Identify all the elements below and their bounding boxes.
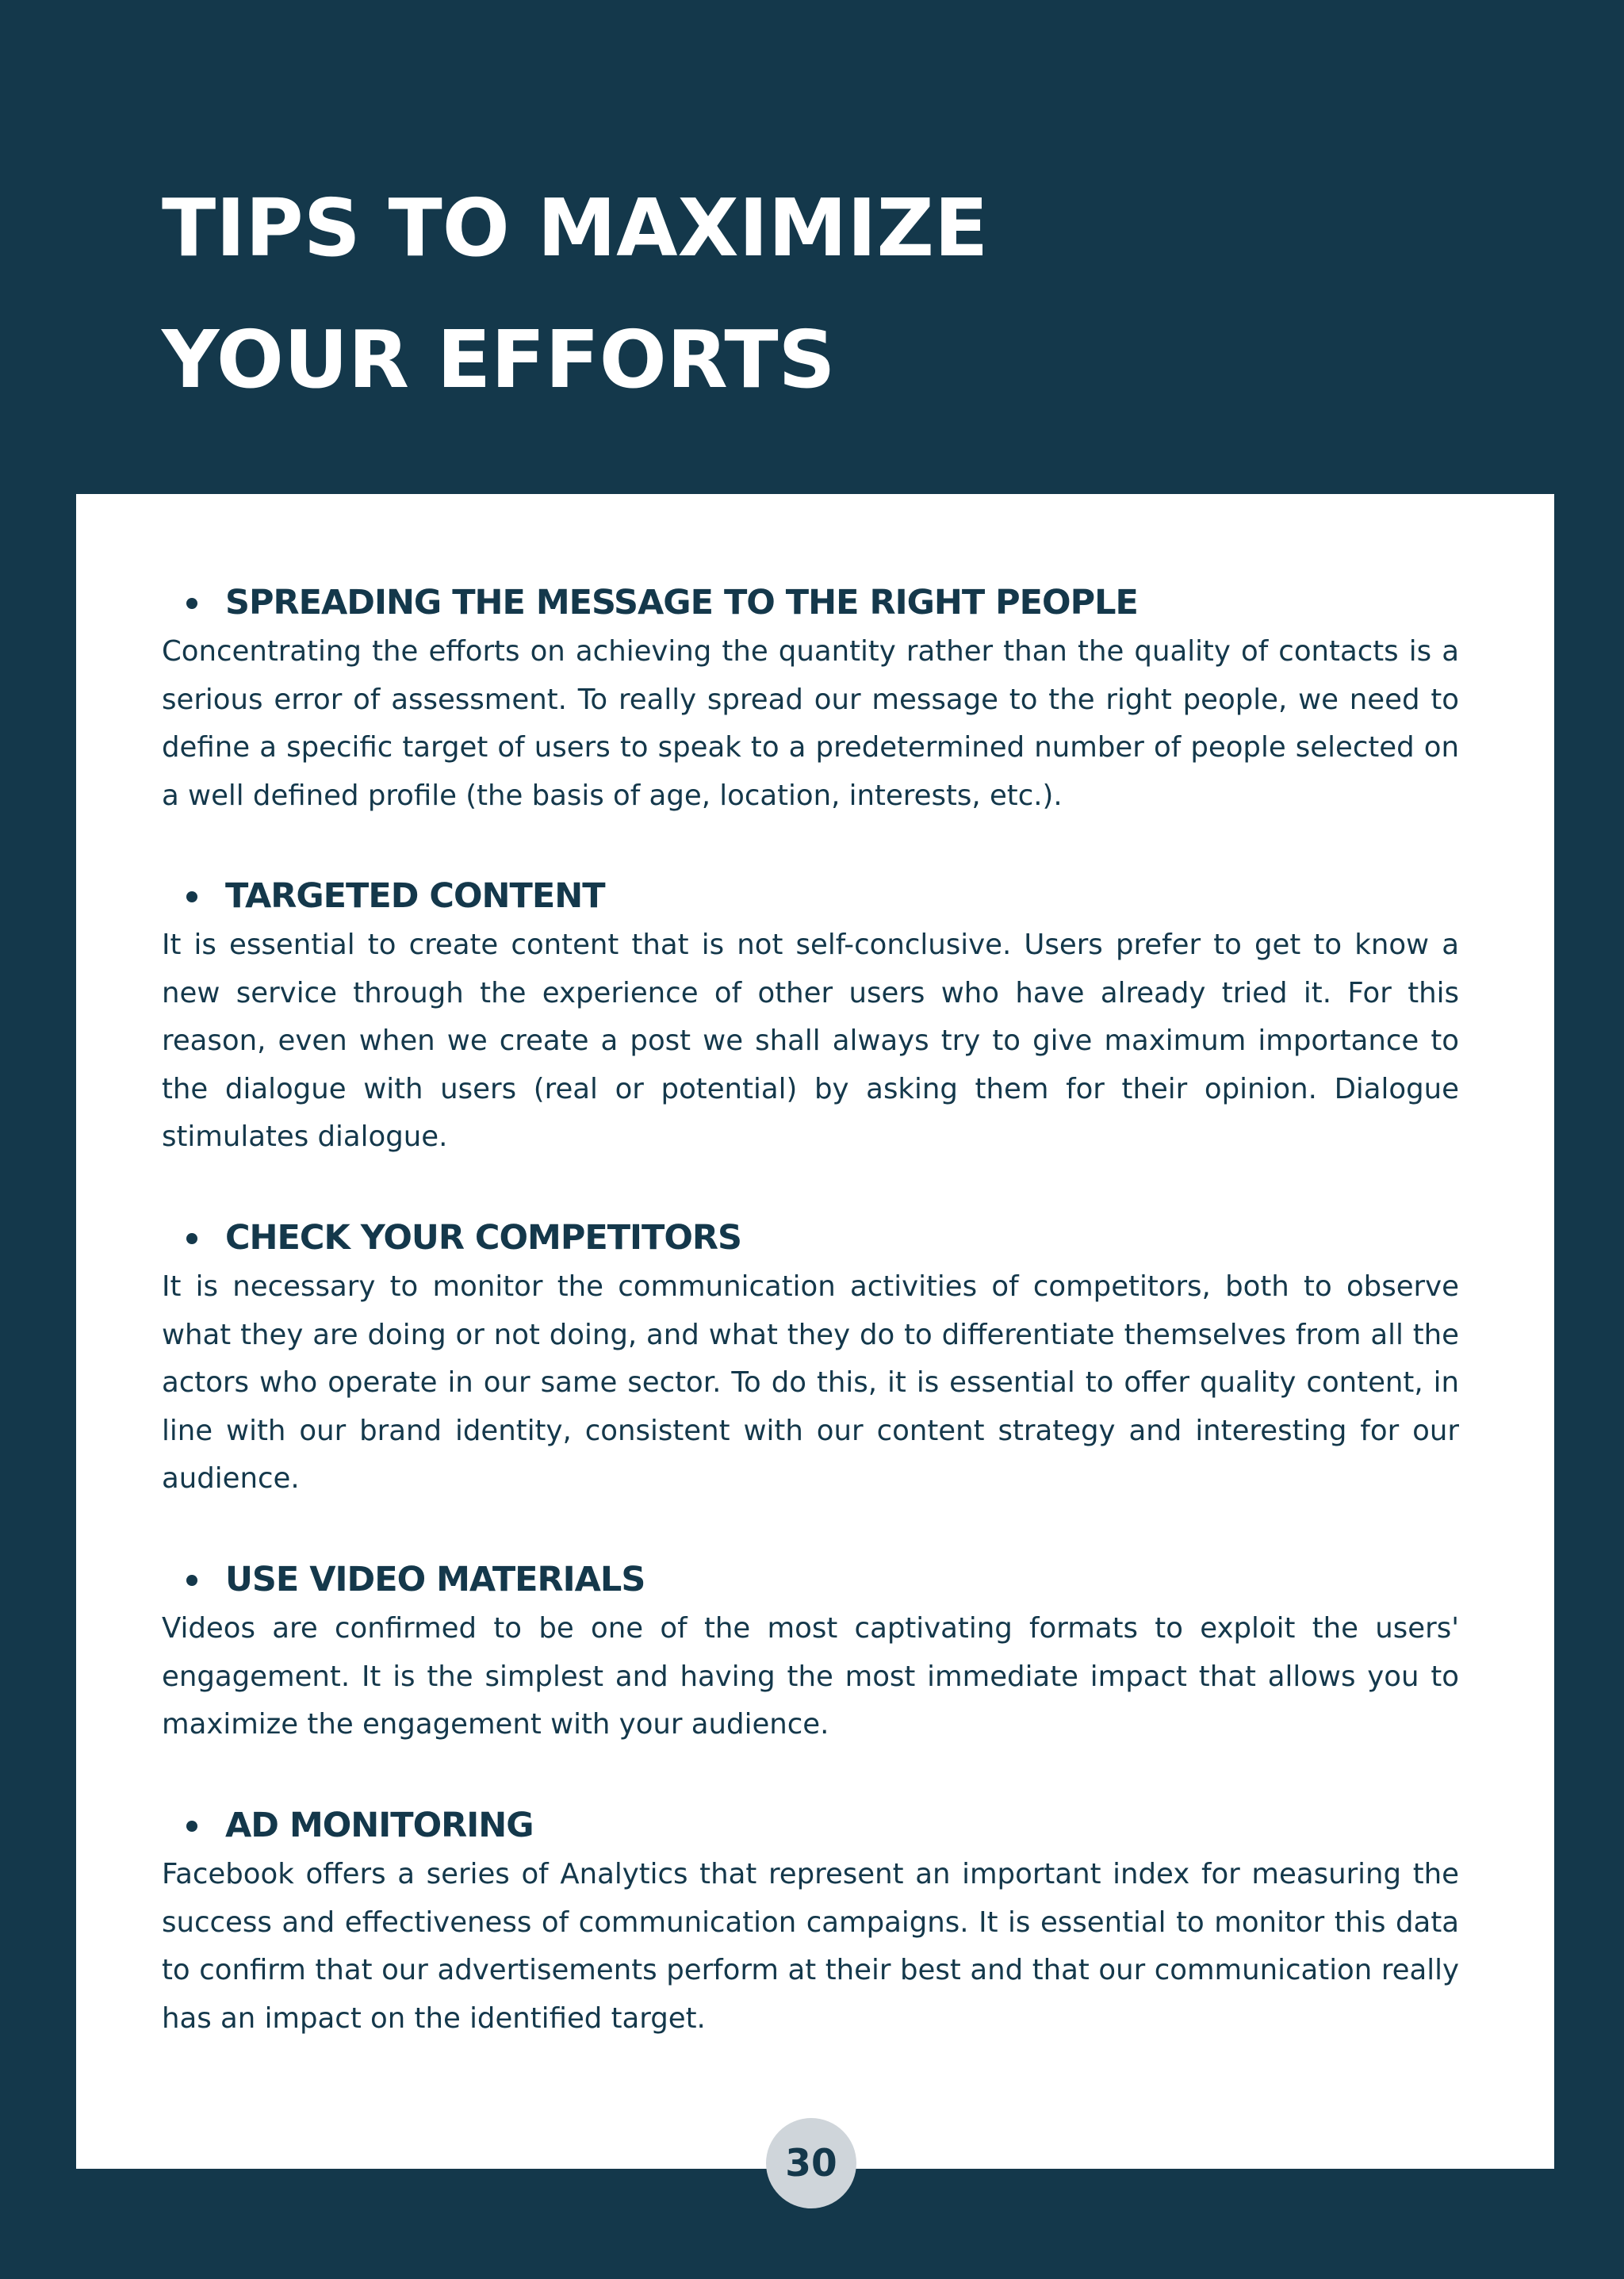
- tip-section-spreading-message: [162, 577, 1459, 820]
- section-body: It is necessary to monitor the communication activities of competitors, both to observe what they are doing or not doing, and what they do to differentiate themselves from all the actors who operate in our same sector. To do this, it is essential to offer quality content, in line with our brand identity, consistent with our content strategy and interesting for our audience.: [162, 1270, 1459, 1495]
- section-heading-text: AD MONITORING: [225, 1806, 534, 1845]
- tip-section-video-materials: [162, 1554, 1459, 1749]
- section-body: Concentrating the efforts on achieving the quantity rather than the quality of contacts is a serious error of assessment. To really spread our message to the right people, we need to define a specific target of users to speak to a predetermined number of people selected on a well defined profile (the basis of age, location, interests, etc.).: [162, 635, 1459, 812]
- section-heading-text: TARGETED CONTENT: [225, 876, 605, 916]
- section-heading: [162, 577, 1459, 628]
- page-number: 30: [785, 2141, 837, 2185]
- tip-section-check-competitors: [162, 1212, 1459, 1503]
- bullet-icon: [186, 891, 197, 902]
- page-title-line-2: YOUR EFFORTS: [162, 313, 836, 406]
- section-heading-text: SPREADING THE MESSAGE TO THE RIGHT PEOPLE: [225, 583, 1138, 622]
- section-heading: [162, 871, 1459, 921]
- page-number-badge: [766, 2118, 856, 2208]
- bullet-icon: [186, 1821, 197, 1832]
- section-heading: [162, 1554, 1459, 1605]
- section-body: Facebook offers a series of Analytics that represent an important index for measuring the success and effectiveness of communication campaigns. It is essential to monitor this data to confirm that our advertisements perform at their best and that our communication really has an impact on the identified target.: [162, 1858, 1459, 2035]
- section-heading: [162, 1212, 1459, 1263]
- section-heading-text: CHECK YOUR COMPETITORS: [225, 1218, 742, 1258]
- section-body: It is essential to create content that is not self-conclusive. Users prefer to get to know a new service through the experience of other users who have already tried it. For this reason, even when we create a post we shall always try to give maximum importance to the dialogue with users (real or potential) by asking them for their opinion. Dialogue stimulates dialogue.: [162, 929, 1459, 1153]
- bullet-icon: [186, 598, 197, 609]
- page-title-line-1: TIPS TO MAXIMIZE: [162, 182, 989, 274]
- page-title: [162, 163, 1351, 426]
- bullet-icon: [186, 1575, 197, 1586]
- section-body: Videos are confirmed to be one of the most captivating formats to exploit the users' engagement. It is the simplest and having the most immediate impact that allows you to maximize the engagement with your audience.: [162, 1612, 1459, 1741]
- tip-section-targeted-content: [162, 871, 1459, 1162]
- section-heading: [162, 1800, 1459, 1851]
- bullet-icon: [186, 1233, 197, 1244]
- section-heading-text: USE VIDEO MATERIALS: [225, 1560, 645, 1599]
- tip-section-ad-monitoring: [162, 1800, 1459, 2043]
- content-card: [76, 494, 1554, 2169]
